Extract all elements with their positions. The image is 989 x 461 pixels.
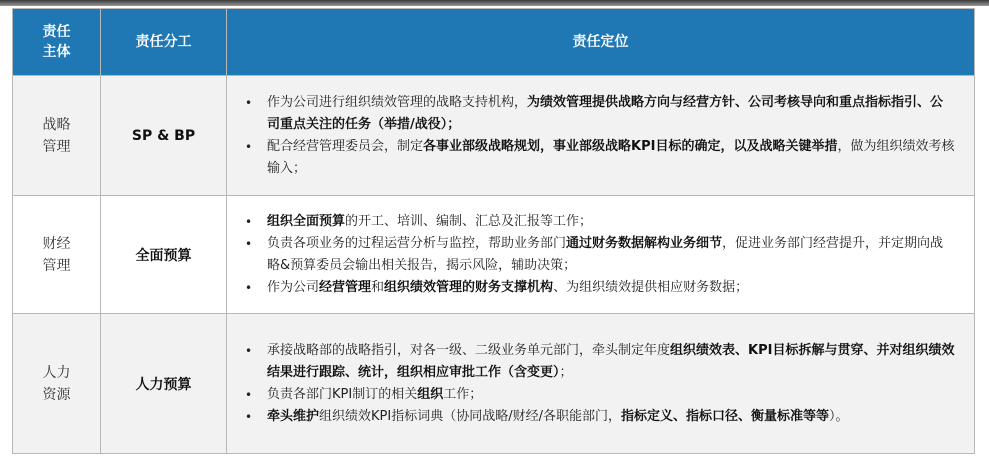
duty-cell-hr: 人力预算: [101, 314, 227, 454]
list-item: • 负责各部门KPI制订的相关组织工作；: [239, 384, 956, 406]
list-item: • 承接战略部的战略指引，对各一级、二级业务单元部门，牵头制定年度组织绩效表、KPI目标拆解与贯穿、并对组织绩效结果进行跟踪、统计，组织相应审批工作（含变更）；: [239, 340, 956, 384]
top-cropped-strip: [0, 0, 989, 6]
position-cell-strategy: [227, 76, 975, 196]
bullet-icon: •: [245, 343, 253, 358]
list-item: • 作为公司进行组织绩效管理的战略支持机构，为绩效管理提供战略方向与经营方针、公司考核导向和重点指标指引、公司重点关注的任务（举措/战役）；: [239, 92, 956, 136]
list-item: • 组织全面预算的开工、培训、编制、汇总及汇报等工作；: [239, 211, 956, 233]
subject-line2: 资源: [42, 386, 71, 403]
bullet-icon: •: [245, 409, 253, 424]
bullet-icon: •: [245, 214, 253, 229]
position-cell-hr: [227, 314, 975, 454]
subject-line1: 战略: [42, 116, 71, 133]
subject-line1: 人力: [42, 364, 71, 381]
subject-cell-strategy: [13, 76, 101, 196]
duty-cell-strategy: SP & BP: [101, 76, 227, 196]
table-row-strategy: [13, 76, 975, 196]
header-duty: 责任分工: [101, 9, 227, 76]
bullet-icon: •: [245, 95, 253, 110]
subject-line2: 管理: [42, 257, 71, 274]
subject-cell-hr: [13, 314, 101, 454]
position-list: [239, 92, 956, 180]
list-item: • 配合经营管理委员会，制定各事业部级战略规划，事业部级战略KPI目标的确定，以及战略关键举措，做为组织绩效考核输入；: [239, 136, 956, 180]
header-position: 责任定位: [227, 9, 975, 76]
position-list: [239, 340, 956, 428]
bullet-icon: •: [245, 236, 253, 251]
bullet-icon: •: [245, 139, 253, 154]
table-row-finance: [13, 196, 975, 314]
subject-cell-finance: [13, 196, 101, 314]
table-row-hr: [13, 314, 975, 454]
header-subject: [13, 9, 101, 76]
duty-cell-finance: 全面预算: [101, 196, 227, 314]
position-cell-finance: [227, 196, 975, 314]
header-subject-line1: 责任: [42, 24, 71, 40]
subject-line1: 财经: [42, 235, 71, 252]
list-item: • 负责各项业务的过程运营分析与监控，帮助业务部门通过财务数据解构业务细节，促进业务部门经营提升，并定期向战略&预算委员会输出相关报告，揭示风险，辅助决策；: [239, 233, 956, 277]
list-item: • 牵头维护组织绩效KPI指标词典（协同战略/财经/各职能部门，指标定义、指标口径、衡量标准等等）。: [239, 406, 956, 428]
bullet-icon: •: [245, 387, 253, 402]
subject-line2: 管理: [42, 138, 71, 155]
position-list: [239, 211, 956, 299]
bullet-icon: •: [245, 280, 253, 295]
responsibility-table: [12, 8, 975, 454]
table-header-row: [13, 9, 975, 76]
header-subject-line2: 主体: [42, 44, 71, 60]
list-item: • 作为公司经营管理和组织绩效管理的财务支撑机构、为组织绩效提供相应财务数据；: [239, 277, 956, 299]
